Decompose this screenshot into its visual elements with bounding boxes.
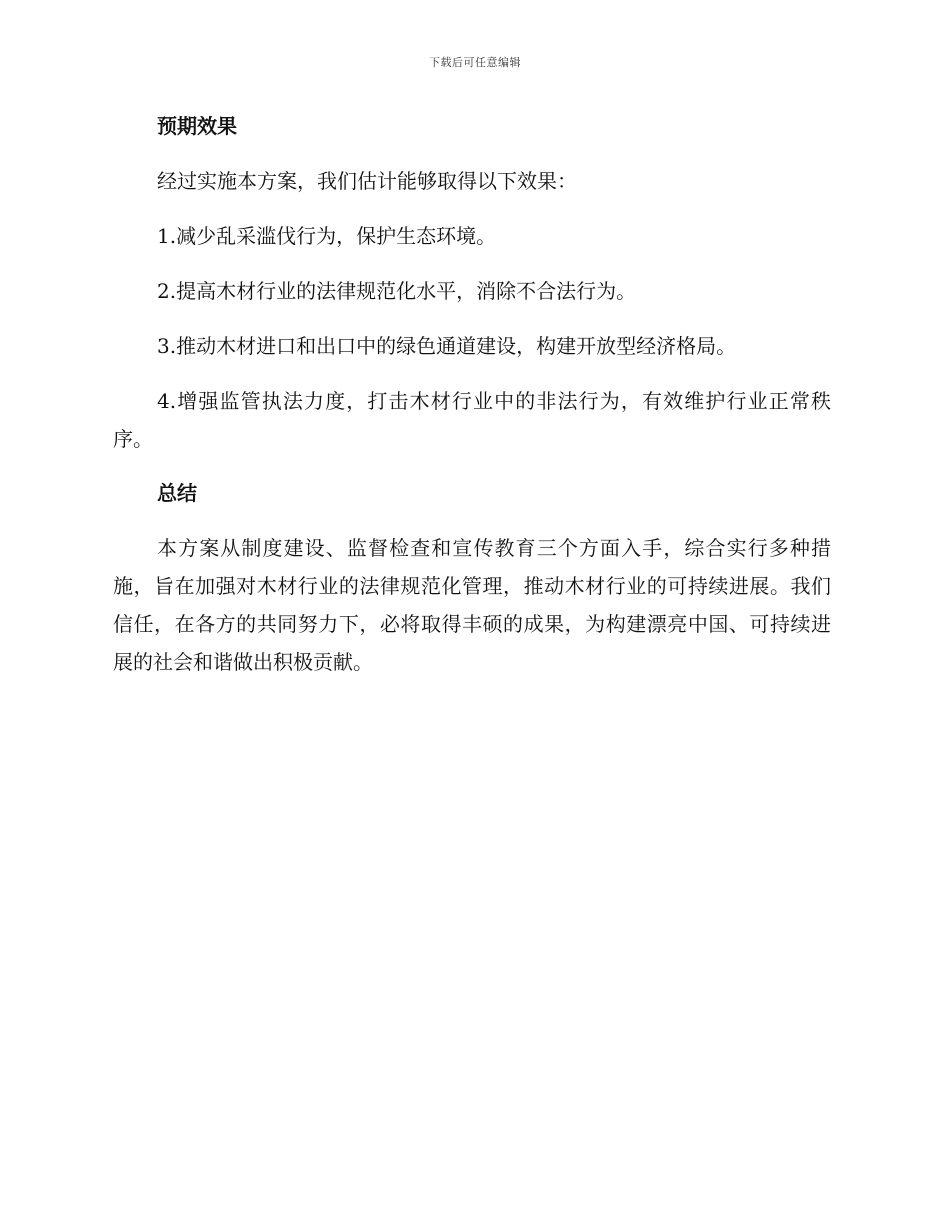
expected-effect-item-2: 2.提高木材行业的法律规范化水平，消除不合法行为。 xyxy=(157,279,637,303)
page-header-note: 下载后可任意编辑 xyxy=(429,56,521,69)
summary-paragraph: 本方案从制度建设、监督检查和宣传教育三个方面入手，综合实行多种措施，旨在加强对木材行业的法律规范化管理，推动木材行业的可持续进展。我们信任，在各方的共同努力下，必将取得丰硕的成果，为构建漂亮中国、可持续进展的社会和谐做出积极贡献。 xyxy=(113,536,831,674)
expected-effect-item-4: 4.增强监管执法力度，打击木材行业中的非法行为，有效维护行业正常秩序。 xyxy=(113,389,831,451)
expected-effects-intro: 经过实施本方案，我们估计能够取得以下效果： xyxy=(157,169,577,193)
document-body xyxy=(113,108,831,698)
expected-effect-item-3: 3.推动木材进口和出口中的绿色通道建设，构建开放型经济格局。 xyxy=(157,334,737,358)
expected-effect-item-1: 1.减少乱采滥伐行为，保护生态环境。 xyxy=(157,224,497,248)
section-title-expected-effects: 预期效果 xyxy=(157,114,237,138)
section-title-summary: 总结 xyxy=(157,481,197,505)
